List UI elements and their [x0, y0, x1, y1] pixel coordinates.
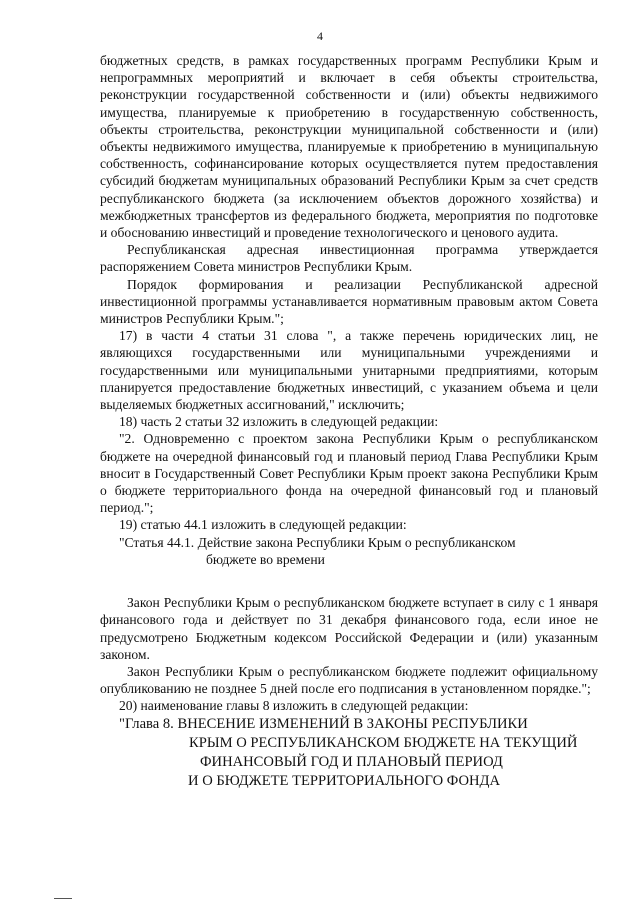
paragraph-part-2-text: "2. Одновременно с проектом закона Республики Крым о республиканском бюджете на очередной финансовый год и плановый период Глава Республики Крым вносит в Государственный Совет Республики Крым проект закона Республики Крым о бюджете территориального фонда на очередной финансовый год и плановый период."; — [100, 431, 598, 516]
footer-mark — [54, 898, 72, 899]
paragraph-item-18: 18) часть 2 статьи 32 изложить в следующей редакции: — [119, 414, 439, 430]
paragraph-law-effect: Закон Республики Крым о республиканском бюджете вступает в силу с 1 января финансового года и действует по 31 декабря финансового года, если иное не предусмотрено Бюджетным кодексом Российской Федерации и (или) указанным законом. — [100, 595, 598, 662]
chapter-heading-line-2: КРЫМ О РЕСПУБЛИКАНСКОМ БЮДЖЕТЕ НА ТЕКУЩИЙ — [189, 734, 578, 751]
spacer — [100, 568, 598, 594]
article-heading-line-1: "Статья 44.1. Действие закона Республики Крым о республиканском — [119, 534, 516, 550]
paragraph-law-publication: Закон Республики Крым о республиканском бюджете подлежит официальному опубликованию не позднее 5 дней после его подписания в установленном порядке."; — [100, 663, 598, 697]
chapter-8-heading — [100, 715, 598, 791]
chapter-heading-line-3: ФИНАНСОВЫЙ ГОД И ПЛАНОВЫЙ ПЕРИОД — [200, 753, 503, 770]
paragraph-item-20: 20) наименование главы 8 изложить в следующей редакции: — [119, 698, 469, 714]
chapter-heading-line-1: "Глава 8. ВНЕСЕНИЕ ИЗМЕНЕНИЙ В ЗАКОНЫ РЕСПУБЛИКИ — [119, 715, 528, 732]
chapter-heading-line-4: И О БЮДЖЕТЕ ТЕРРИТОРИАЛЬНОГО ФОНДА — [188, 772, 501, 789]
document-body — [100, 52, 598, 791]
paragraph-item-19: 19) статью 44.1 изложить в следующей редакции: — [119, 517, 407, 533]
paragraph-continuation: бюджетных средств, в рамках государственных программ Республики Крым и непрограммных мероприятий и включает в себя объекты строительства, реконструкции государственной собственности и (или) объекты недвижимого имущества, планируемые к приобретению в государственную собственность, объекты строительства, реконструкции муниципальной собственности и (или) объекты недвижимого имущества, планируемые к приобретению в муниципальную собственность, софинансирование которых осуществляется путем предоставления субсидий бюджетам муниципальных образований Республики Крым за счет средств республиканского бюджета (за исключением объектов дорожного хозяйства) и межбюджетных трансфертов из федерального бюджета, мероприятия по подготовке и обоснованию инвестиций и проведение технологического и ценового аудита. — [100, 53, 598, 241]
article-heading-line-2: бюджете во времени — [206, 551, 325, 567]
article-44-1-heading — [100, 534, 598, 568]
paragraph-item-17: 17) в части 4 статьи 31 слова ", а также перечень юридических лиц, не являющихся государственными или муниципальными учреждениями и государственными или муниципальными унитарными предприятиями, которым планируется предоставление бюджетных инвестиций, с указанием объема и цели выделяемых бюджетных ассигнований," исключить; — [100, 328, 598, 413]
paragraph-investment-program: Республиканская адресная инвестиционная программа утверждается распоряжением Совета министров Республики Крым. — [100, 242, 598, 275]
paragraph-program-procedure: Порядок формирования и реализации Республиканской адресной инвестиционной программы устанавливается нормативным правовым актом Совета министров Республики Крым."; — [100, 276, 598, 327]
page-number: 4 — [317, 29, 323, 43]
